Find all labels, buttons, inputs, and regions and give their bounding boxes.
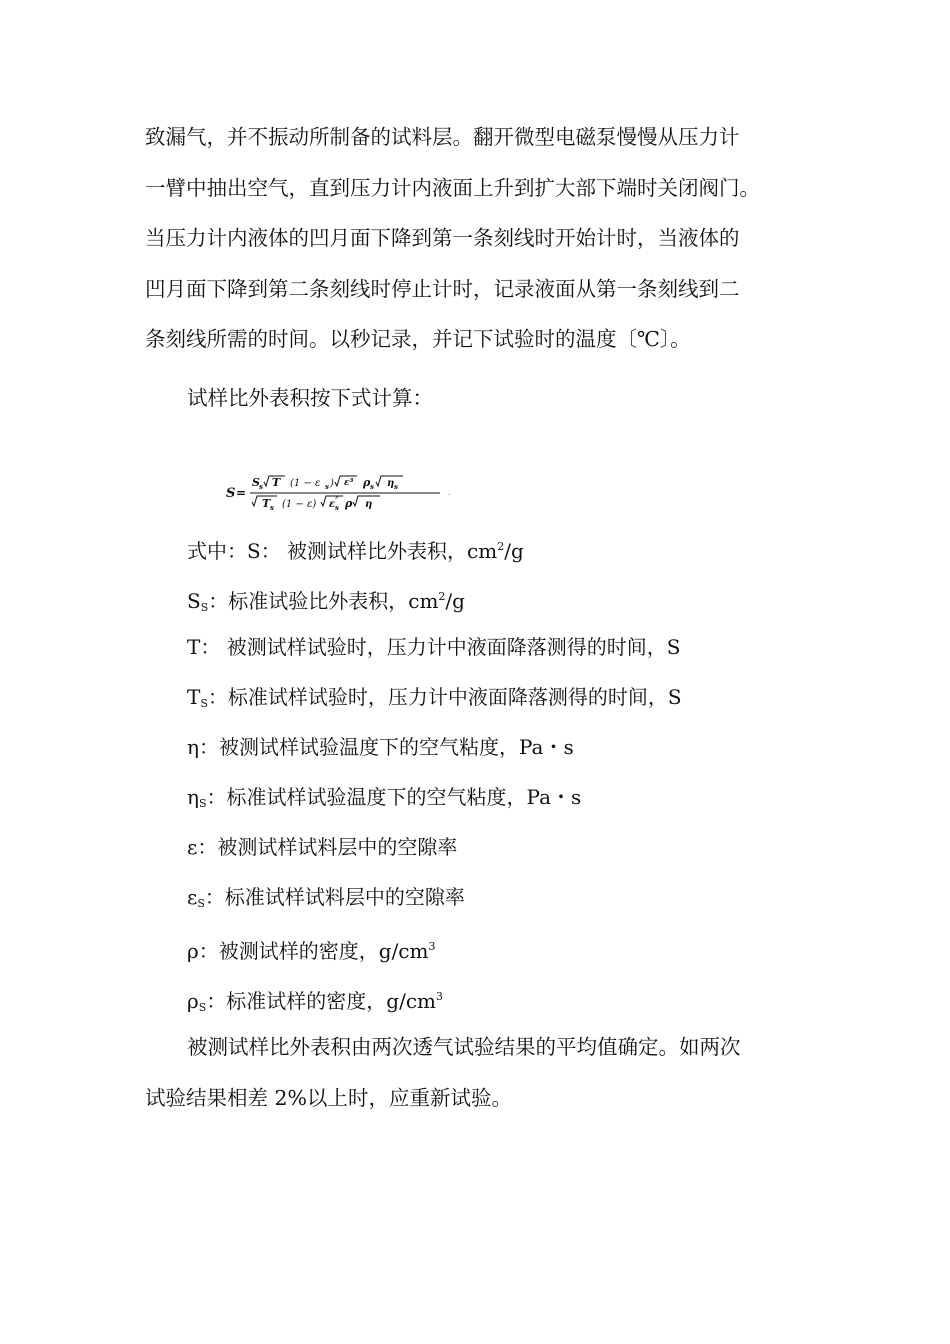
svg-text:s: s xyxy=(370,482,374,491)
svg-text:s: s xyxy=(335,503,339,512)
svg-text:T: T xyxy=(272,476,281,489)
svg-text:ρ: ρ xyxy=(363,476,371,489)
svg-text:): ) xyxy=(330,478,334,489)
definition-t: T： 被测试样试验时，压力计中液面降落测得的时间，S xyxy=(187,635,681,659)
definition-s-standard: $S_S$：标准试验比外表积，$cm^2/g$ xyxy=(187,589,465,614)
definition-epsilon: ε：被测试样试料层中的空隙率 xyxy=(187,835,458,859)
svg-text:s: s xyxy=(394,482,398,491)
definition-rho-standard: $\rho_S$：标准试样的密度，$g/cm^3$ xyxy=(187,989,444,1014)
specific-surface-formula xyxy=(224,472,459,514)
svg-text:·: · xyxy=(448,492,450,499)
svg-text:s: s xyxy=(259,482,263,491)
svg-text:T: T xyxy=(262,497,271,510)
intro-paragraph xyxy=(145,112,825,365)
svg-text:s: s xyxy=(270,503,274,512)
intro-line: 当压力计内液体的凹月面下降到第一条刻线时开始计时，当液体的 xyxy=(145,226,740,250)
definition-eta: η：被测试样试验温度下的空气粘度，Pa・s xyxy=(187,735,574,759)
formula-lhs: S xyxy=(226,486,236,501)
svg-text:(1 − ε): (1 − ε) xyxy=(282,499,317,510)
closing-line: 试验结果相差 2%以上时，应重新试验。 xyxy=(145,1085,513,1110)
svg-text:ε: ε xyxy=(329,499,336,510)
definition-s: 式中：S： 被测试样比外表积，$cm^2/g$ xyxy=(187,539,524,563)
intro-line: 致漏气，并不振动所制备的试料层。翻开微型电磁泵慢慢从压力计 xyxy=(145,125,740,149)
svg-text:ε³: ε³ xyxy=(344,478,354,488)
intro-line: 凹月面下降到第二条刻线时停止计时，记录液面从第一条刻线到二 xyxy=(145,276,740,301)
definition-eta-standard: $\eta_S$：标准试样试验温度下的空气粘度，Pa・s xyxy=(187,785,582,810)
svg-text:ρ: ρ xyxy=(345,497,353,510)
closing-line: 被测试样比外表积由两次透气试验结果的平均值确定。如两次 xyxy=(187,1035,741,1059)
svg-text:=: = xyxy=(236,486,247,500)
definition-rho: ρ：被测试样的密度，$g/cm^3$ xyxy=(187,939,436,963)
svg-text:η: η xyxy=(387,478,395,489)
svg-text:(1 − ε: (1 − ε xyxy=(290,478,321,489)
svg-text:S: S xyxy=(252,476,260,489)
intro-line: 条刻线所需的时间。以秒记录，并记下试验时的温度〔℃〕。 xyxy=(145,327,691,351)
definition-t-standard: $T_S$：标准试样试验时，压力计中液面降落测得的时间，S xyxy=(187,685,682,710)
definition-epsilon-standard: $\varepsilon_S$：标准试样试料层中的空隙率 xyxy=(187,885,465,910)
formula-intro: 试样比外表积按下式计算： xyxy=(187,386,433,410)
intro-line: 一臂中抽出空气，直到压力计内液面上升到扩大部下端时关闭阀门。 xyxy=(145,175,760,200)
svg-text:s: s xyxy=(325,482,329,491)
closing-paragraph xyxy=(145,1022,825,1123)
svg-text:³: ³ xyxy=(335,494,339,503)
svg-text:η: η xyxy=(365,499,373,510)
